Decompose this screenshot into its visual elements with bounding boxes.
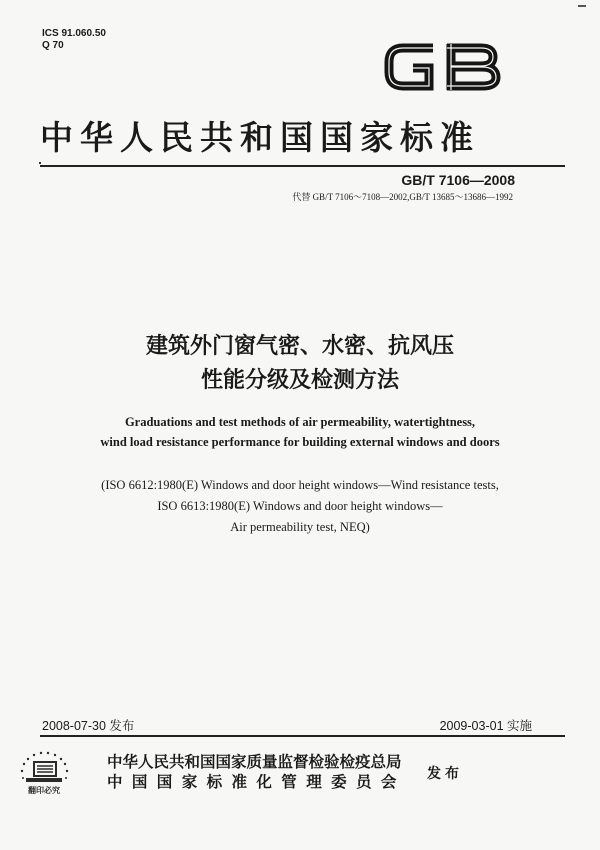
classification-codes (42, 28, 106, 52)
footer-divider (40, 735, 565, 737)
iso-reference-line-1: (ISO 6612:1980(E) Windows and door height windows—Wind resistance tests, (101, 478, 499, 492)
national-standard-heading: 中华人民共和国国家标准 (40, 118, 480, 157)
english-title-line-1: Graduations and test methods of air permeability, watertightness, (124, 415, 476, 429)
gb-logo (381, 38, 503, 96)
issue-date: 2008-07-30 发布 (42, 719, 135, 733)
scan-mark (39, 162, 41, 164)
replaces-note: 代替 GB/T 7106～7108—2002,GB/T 13685～13686—1992 (292, 192, 513, 202)
scan-mark (578, 5, 586, 7)
chinese-title-line-2: 性能分级及检测方法 (200, 368, 399, 393)
publish-label: 发布 (427, 766, 463, 782)
issuer-line-1: 中华人民共和国国家质量监督检验检疫总局 (107, 753, 402, 771)
iso-reference (0, 475, 600, 538)
ccs-code: Q 70 (42, 40, 64, 51)
chinese-title (0, 330, 600, 398)
iso-reference-line-2: ISO 6613:1980(E) Windows and door height windows— (157, 499, 443, 513)
header-divider (40, 165, 565, 167)
iso-reference-line-3: Air permeability test, NEQ) (230, 520, 370, 534)
standard-number: GB/T 7106—2008 (401, 172, 515, 188)
english-title-line-2: wind load resistance performance for building external windows and doors (100, 435, 500, 449)
chinese-title-line-1: 建筑外门窗气密、水密、抗风压 (145, 334, 454, 359)
english-title (0, 412, 600, 452)
anti-counterfeit-seal-icon (16, 748, 72, 798)
svg-text:翻印必究: 翻印必究 (28, 786, 60, 795)
issuer-line-2: 中国国家标准化管理委员会 (107, 773, 406, 791)
effective-date: 2009-03-01 实施 (439, 719, 532, 733)
ics-code: ICS 91.060.50 (42, 28, 106, 39)
issuing-authorities (107, 752, 406, 792)
